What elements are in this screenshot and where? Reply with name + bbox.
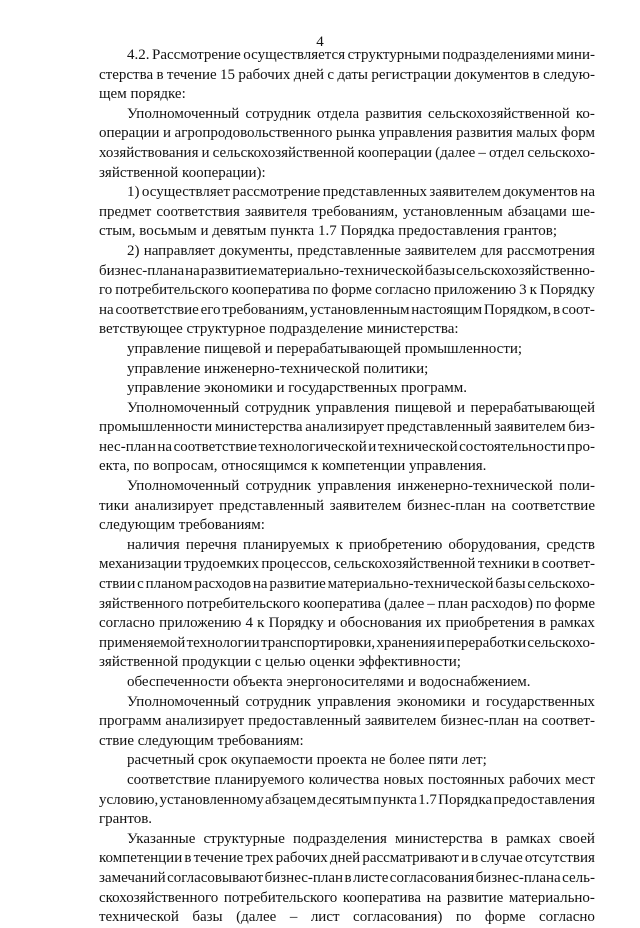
word: его: [200, 301, 221, 318]
word: управления: [378, 125, 453, 142]
word: структурными: [347, 47, 440, 63]
word: согласования: [389, 869, 475, 886]
word: предмет: [99, 203, 152, 220]
word: требованиям,: [312, 203, 398, 220]
page-number: 4: [316, 34, 324, 50]
text-line: [99, 693, 595, 713]
line-text: зяйственной продукции с целью оценки эффективности;: [99, 654, 461, 671]
word: кооператива: [231, 282, 310, 299]
text-line: [99, 85, 595, 105]
word: сотрудник: [245, 478, 312, 495]
word: планируемых: [242, 536, 330, 553]
word: заявителем: [329, 497, 402, 514]
word: 3: [519, 282, 527, 299]
word: сельскохозяйственной: [427, 105, 570, 122]
word: транспортировки,: [260, 634, 376, 651]
word: соответствие: [511, 497, 595, 514]
word: развитие: [446, 889, 504, 906]
word: поли-: [559, 478, 595, 495]
text-line: [99, 46, 595, 66]
word: и: [327, 615, 336, 632]
word: согласовывают: [167, 869, 264, 886]
word: хранения: [376, 634, 436, 651]
line-text: управление экономики и государственных программ.: [127, 380, 468, 397]
word: документов: [454, 66, 530, 83]
word: Рассмотрение: [152, 47, 241, 63]
document-body: [99, 46, 595, 928]
word: бизнес-план: [264, 869, 344, 886]
word: соответствие: [115, 301, 199, 318]
word: 15: [220, 66, 236, 83]
word: приобретению: [349, 536, 443, 553]
word: на: [426, 889, 442, 906]
word: заявителем: [494, 419, 566, 436]
word: представленные: [297, 242, 401, 259]
word: к: [335, 536, 343, 553]
word: постоянных: [428, 771, 505, 788]
word: Уполномоченный: [127, 105, 240, 122]
text-line: [99, 360, 595, 380]
word: в: [156, 66, 164, 83]
word: осуществляется: [243, 47, 346, 63]
word: сельскохо-: [527, 576, 595, 593]
word: расходов: [194, 576, 252, 593]
word: к: [257, 615, 265, 632]
word: мини-: [556, 47, 595, 63]
word: 1.7: [418, 791, 437, 808]
word: (далее: [384, 595, 425, 612]
word: на: [185, 262, 200, 279]
word: на: [252, 576, 268, 593]
word: стерства: [99, 66, 154, 83]
word: развития: [365, 105, 422, 122]
text-line: [99, 516, 595, 536]
word: замечаний: [99, 869, 166, 886]
word: рассматривают: [362, 850, 459, 867]
word: ше-: [571, 203, 595, 220]
word: инженерно-технической: [397, 478, 553, 495]
text-line: [99, 242, 595, 262]
word: рабочих: [508, 771, 561, 788]
word: расходов): [470, 595, 533, 612]
word: соответствия: [156, 203, 240, 220]
word: техники: [477, 556, 530, 573]
word: материально-: [508, 889, 595, 906]
word: с: [327, 66, 335, 83]
word: министерства: [214, 419, 303, 436]
word: в: [471, 850, 479, 867]
word: заявителем: [364, 713, 437, 730]
word: Уполномоченный: [127, 693, 240, 710]
text-line: [99, 301, 595, 321]
word: рамках: [549, 615, 595, 632]
word: установленному: [159, 791, 264, 808]
text-line: [99, 399, 595, 419]
word: базы: [424, 262, 456, 279]
line-text: стым, восьмым и девятым пункта 1.7 Порядка предоставления грантов;: [99, 223, 558, 240]
word: и: [471, 693, 480, 710]
line-text: ствие следующим требованиям:: [99, 732, 304, 749]
word: на: [99, 301, 114, 318]
line-text: следующим требованиям:: [99, 517, 265, 534]
word: материально-технической: [258, 262, 424, 279]
word: сельскохозяйственно-: [456, 262, 595, 279]
word: десятым: [317, 791, 372, 808]
text-line: [99, 830, 595, 850]
word: биз-: [568, 419, 595, 436]
word: сотрудник: [244, 399, 311, 416]
word: развитие: [200, 262, 258, 279]
text-line: [99, 222, 595, 242]
text-line: [99, 183, 595, 203]
word: Порядку: [539, 282, 595, 299]
word: малых: [516, 125, 558, 142]
word: и: [162, 125, 171, 142]
word: скохозяйственного: [99, 889, 219, 906]
word: с: [137, 576, 144, 593]
line-text: ветствующее структурное подразделение министерства:: [99, 321, 459, 338]
word: промышленности: [99, 419, 213, 436]
text-line: [99, 262, 595, 282]
word: Указанные: [127, 830, 196, 847]
word: приобретения: [445, 615, 535, 632]
word: обоснования: [339, 615, 422, 632]
word: заявителем: [404, 242, 477, 259]
text-line: [99, 418, 595, 438]
word: Порядком,: [483, 301, 552, 318]
text-line: [99, 66, 595, 86]
word: пункта: [372, 791, 417, 808]
word: го: [99, 282, 113, 299]
word: программ: [99, 713, 162, 730]
word: форме: [484, 909, 526, 926]
word: на: [157, 438, 173, 455]
word: структурные: [203, 830, 285, 847]
word: сельскохо-: [527, 634, 595, 651]
word: ко-: [575, 105, 595, 122]
word: трех: [245, 850, 274, 867]
word: в: [490, 830, 498, 847]
word: (далее: [236, 909, 277, 926]
word: агропродовольственного: [174, 125, 333, 142]
word: представленный: [219, 497, 325, 514]
word: базы: [495, 576, 526, 593]
word: министерства: [395, 830, 483, 847]
word: подразделения: [292, 830, 387, 847]
word: и: [201, 144, 210, 161]
word: применяемой: [99, 634, 186, 651]
word: планируемого: [214, 771, 305, 788]
word: технической: [377, 438, 458, 455]
word: случае: [480, 850, 523, 867]
word: соответ-: [541, 556, 595, 573]
word: приложению: [433, 282, 517, 299]
line-text: екта, по вопросам, относящимся к компетенции управления.: [99, 458, 487, 475]
word: приложению: [159, 615, 242, 632]
text-line: [99, 164, 595, 184]
word: Порядка: [438, 791, 493, 808]
word: в: [538, 615, 546, 632]
word: в: [532, 556, 540, 573]
word: технической: [99, 909, 179, 926]
word: абзацем: [265, 791, 317, 808]
text-line: [99, 791, 595, 811]
word: в: [344, 869, 352, 886]
word: тики: [99, 497, 129, 514]
word: следую-: [543, 66, 595, 83]
word: потребительского: [186, 595, 300, 612]
word: технологической: [258, 438, 367, 455]
word: соответствие: [173, 438, 257, 455]
word: заявителем: [429, 184, 501, 201]
word: предоставленный: [248, 713, 361, 730]
text-line: [99, 340, 595, 360]
text-line: [99, 614, 595, 634]
text-line: [99, 477, 595, 497]
word: кооператива: [342, 889, 421, 906]
word: форм: [560, 125, 595, 142]
text-line: [99, 595, 595, 615]
word: регистрации: [371, 66, 452, 83]
word: хозяйствования: [99, 144, 199, 161]
word: механизации: [99, 556, 182, 573]
word: на: [523, 713, 538, 730]
text-line: [99, 457, 595, 477]
word: компетенции: [99, 850, 183, 867]
word: ствии: [99, 576, 136, 593]
word: оборудования,: [448, 536, 541, 553]
word: бизнес-план: [406, 497, 486, 514]
word: дней: [329, 850, 361, 867]
word: и: [436, 634, 446, 651]
word: документов: [503, 184, 578, 201]
word: рабочих: [238, 66, 291, 83]
word: трудоемких: [184, 556, 259, 573]
word: в: [553, 301, 561, 318]
word: экономики: [397, 693, 466, 710]
word: сель-: [562, 869, 595, 886]
word: согласно: [539, 909, 595, 926]
word: соот-: [561, 301, 595, 318]
word: 2): [127, 242, 140, 259]
text-line: [99, 555, 595, 575]
word: средств: [546, 536, 595, 553]
word: сотрудник: [245, 693, 312, 710]
word: листе: [353, 869, 389, 886]
text-line: [99, 712, 595, 732]
word: рамках: [505, 830, 551, 847]
word: бизнес-плана: [99, 262, 185, 279]
word: базы: [192, 909, 223, 926]
word: на: [491, 497, 506, 514]
word: анализирует: [165, 713, 245, 730]
line-text: расчетный срок окупаемости проекта не более пяти лет;: [127, 752, 487, 769]
word: представленных: [322, 184, 428, 201]
word: представленный: [386, 419, 492, 436]
word: перечня: [185, 536, 237, 553]
text-line: [99, 438, 595, 458]
word: к: [529, 282, 537, 299]
word: направляет: [143, 242, 215, 259]
text-line: [99, 575, 595, 595]
word: их: [425, 615, 442, 632]
word: потребительского: [115, 282, 229, 299]
text-line: [99, 497, 595, 517]
text-line: [99, 673, 595, 693]
text-line: [99, 634, 595, 654]
word: количества: [308, 771, 380, 788]
text-line: [99, 281, 595, 301]
text-line: [99, 889, 595, 909]
word: переработки: [446, 634, 527, 651]
word: анализирует: [134, 497, 214, 514]
text-line: [99, 536, 595, 556]
word: –: [478, 144, 486, 161]
word: согласно: [99, 615, 155, 632]
word: бизнес-план: [440, 713, 519, 730]
word: по: [535, 595, 552, 612]
word: абзацами: [507, 203, 567, 220]
word: технологии: [186, 634, 260, 651]
word: требованиям,: [222, 301, 309, 318]
word: отдел: [488, 144, 525, 161]
word: развитие: [269, 576, 326, 593]
word: своей: [558, 830, 595, 847]
word: бизнес-плана: [475, 869, 561, 886]
word: Уполномоченный: [127, 478, 240, 495]
word: процессов,: [261, 556, 332, 573]
word: наличия: [127, 536, 180, 553]
word: течение: [166, 66, 217, 83]
word: отсутствия: [524, 850, 595, 867]
word: отдела: [317, 105, 360, 122]
text-line: [99, 771, 595, 791]
word: мест: [565, 771, 595, 788]
word: условию,: [99, 791, 159, 808]
word: по: [455, 909, 472, 926]
word: даты: [337, 66, 368, 83]
word: сельскохо-: [527, 144, 595, 161]
text-line: [99, 320, 595, 340]
word: 1): [127, 184, 140, 201]
line-text: зяйственной кооперации):: [99, 164, 266, 181]
word: и: [368, 438, 377, 455]
word: про-: [566, 438, 595, 455]
word: потребительского: [223, 889, 338, 906]
word: форме: [331, 282, 372, 299]
text-line: [99, 379, 595, 399]
line-text: щем порядке:: [99, 86, 186, 103]
word: осуществляет: [141, 184, 231, 201]
word: Уполномоченный: [127, 399, 240, 416]
word: предоставления: [493, 791, 595, 808]
text-line: [99, 869, 595, 889]
word: рабочих: [275, 850, 328, 867]
word: пищевой: [394, 399, 452, 416]
word: государственных: [485, 693, 595, 710]
word: (далее: [435, 144, 476, 161]
word: лист: [310, 909, 340, 926]
word: новых: [383, 771, 424, 788]
word: установленным: [309, 301, 410, 318]
word: планом: [145, 576, 193, 593]
word: операции: [99, 125, 160, 142]
text-line: [99, 732, 595, 752]
word: заявителя: [244, 203, 308, 220]
word: по: [312, 282, 329, 299]
word: на: [580, 184, 595, 201]
word: форме: [554, 595, 595, 612]
text-line: [99, 144, 595, 164]
word: материально-технической: [327, 576, 494, 593]
word: и: [457, 399, 466, 416]
word: сотрудник: [245, 105, 311, 122]
word: управления: [317, 693, 391, 710]
word: согласно: [374, 282, 431, 299]
word: зяйственного: [99, 595, 184, 612]
line-text: обеспеченности объекта энергоносителями и водоснабжением.: [127, 674, 531, 690]
text-line: [99, 124, 595, 144]
word: в: [532, 66, 540, 83]
word: сельскохозяйственной: [212, 144, 355, 161]
word: –: [289, 909, 298, 926]
word: состоятельности: [459, 438, 566, 455]
word: течение: [193, 850, 244, 867]
word: согласования): [353, 909, 443, 926]
word: в: [184, 850, 192, 867]
word: анализирует: [305, 419, 384, 436]
word: 4.2.: [127, 47, 150, 63]
word: развития: [455, 125, 513, 142]
line-text: управление пищевой и перерабатывающей промышленности;: [127, 340, 523, 357]
text-line: [99, 849, 595, 869]
word: рассмотрения: [506, 242, 595, 259]
word: перерабатывающей: [470, 399, 595, 416]
word: кооперации: [357, 144, 433, 161]
word: установленным: [402, 203, 503, 220]
text-line: [99, 810, 595, 830]
word: рынка: [335, 125, 376, 142]
word: настоящим: [411, 301, 483, 318]
word: сельскохозяйственной: [333, 556, 476, 573]
text-line: [99, 908, 595, 928]
word: кооператива: [302, 595, 382, 612]
line-text: грантов.: [99, 811, 153, 828]
word: –: [427, 595, 435, 612]
word: дней: [293, 66, 325, 83]
word: Порядку: [268, 615, 324, 632]
word: подразделениями: [442, 47, 554, 63]
text-line: [99, 751, 595, 771]
word: соответствие: [127, 771, 211, 788]
line-text: управление инженерно-технической политики;: [127, 360, 429, 377]
word: рассмотрение: [232, 184, 321, 201]
word: план: [437, 595, 468, 612]
text-line: [99, 203, 595, 223]
word: управления: [317, 478, 392, 495]
text-line: [99, 653, 595, 673]
word: 4: [245, 615, 253, 632]
word: документы,: [219, 242, 294, 259]
word: нес-план: [99, 438, 156, 455]
text-line: [99, 105, 595, 125]
word: для: [480, 242, 503, 259]
word: соответ-: [541, 713, 595, 730]
word: управления: [315, 399, 390, 416]
word: и: [460, 850, 469, 867]
